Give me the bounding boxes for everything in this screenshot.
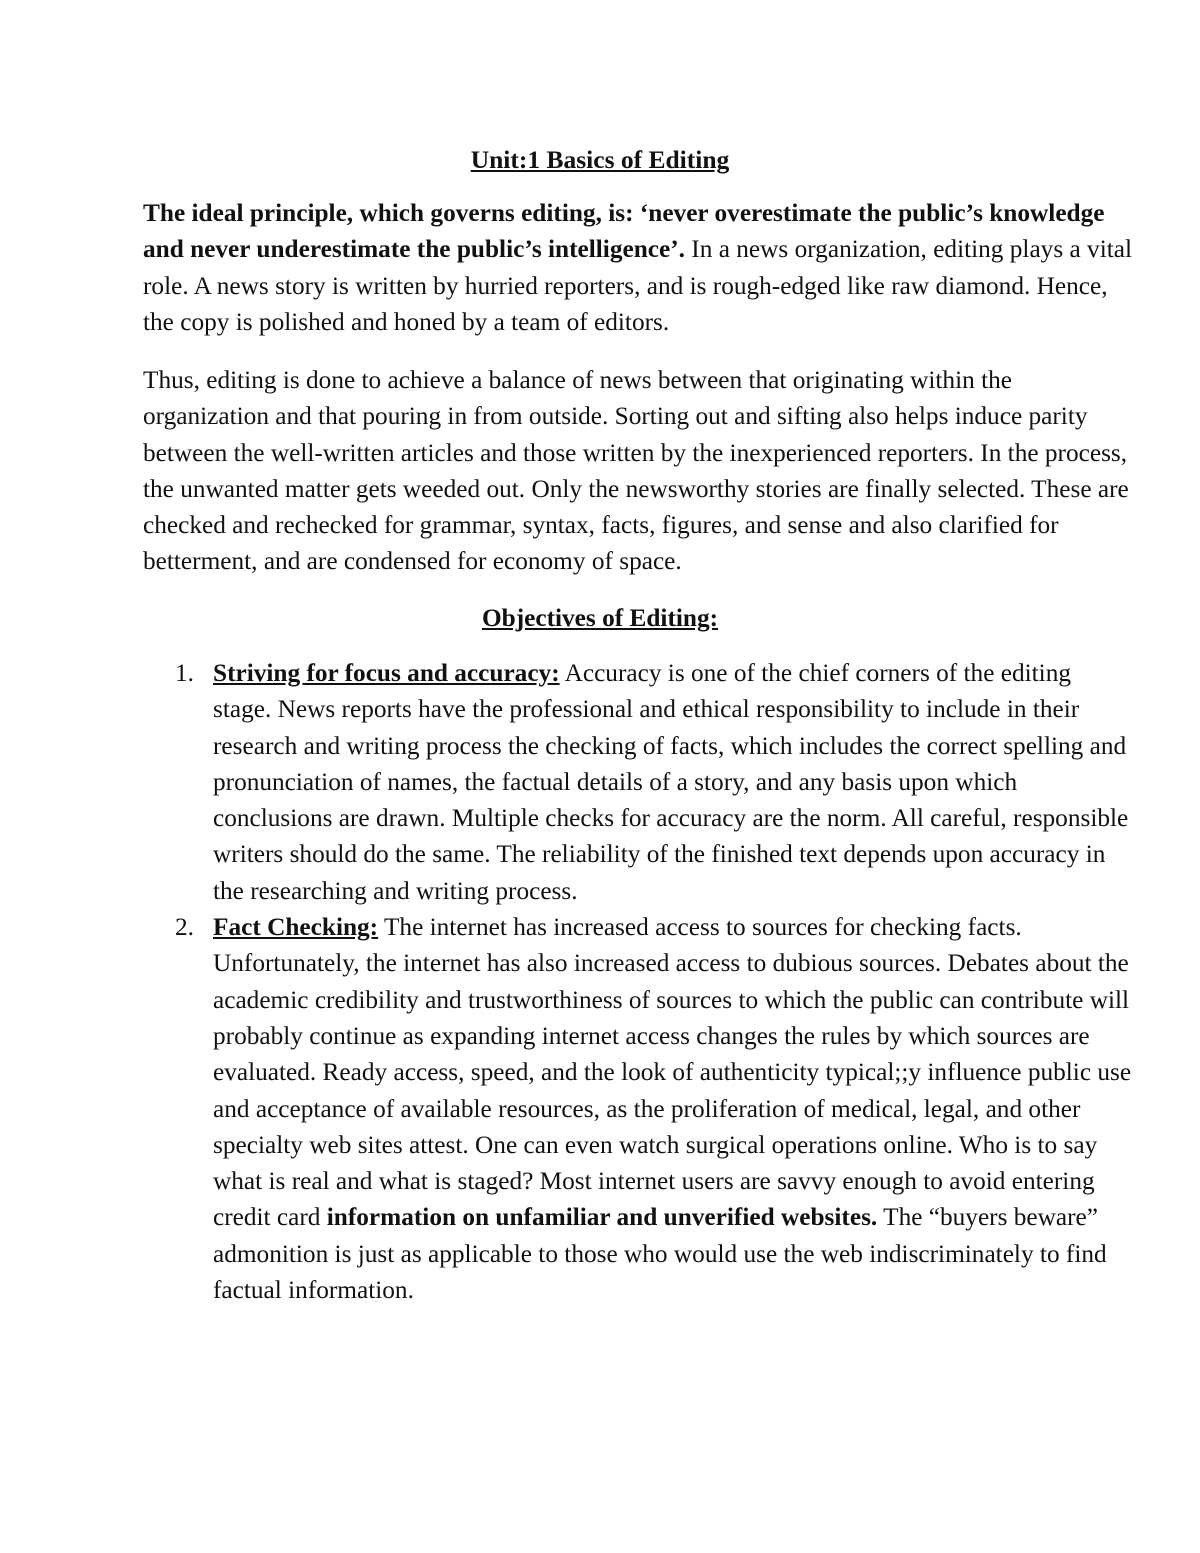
objective-term: Striving for focus and accuracy: [213, 659, 560, 687]
objective-bold-text: information on unfamiliar and unverified websites. [326, 1203, 878, 1232]
objectives-list [143, 655, 1133, 1308]
intro-body-text: In a news organization, editing plays a vital role. A news story is written by hurried reporters, and is rough-edged like raw diamond. Hence, the copy is polished and honed by a team of editors. [143, 235, 1133, 336]
objective-item-accuracy [143, 655, 1133, 909]
balance-paragraph: Thus, editing is done to achieve a balance of news between that originating within the organization and that pouring in from outside. Sorting out and sifting also helps induce parity between the well-written articles and those written by the inexperienced reporters. In the process, the unwanted matter gets weeded out. Only the newsworthy stories are finally selected. These are checked and rechecked for grammar, syntax, facts, figures, and sense and also clarified for betterment, and are condensed for economy of space. [143, 366, 1129, 576]
intro-principle-text: The ideal principle, which governs editing, is: ‘never overestimate the public’s knowledge and never underestimate the public’s intelligence’. [143, 199, 1105, 264]
objective-item-fact-checking [143, 909, 1133, 1308]
objective-text: Accuracy is one of the chief corners of the editing stage. News reports have the professional and ethical responsibility to include in their research and writing process the checking of facts, which includes the correct spelling and pronunciation of names, the factual details of a story, and any basis upon which conclusions are drawn. Multiple checks for accuracy are the norm. All careful, responsible writers should do the same. The reliability of the finished text depends upon accuracy in the researching and writing process. [213, 659, 1129, 905]
objective-text: The internet has increased access to sources for checking facts. Unfortunately, the internet has also increased access to dubious sources. Debates about the academic credibility and trustworthiness of sources to which the public can contribute will probably continue as expanding internet access changes the rules by which sources are evaluated. Ready access, speed, and the look of authenticity typical;;y influence public use and acceptance of available resources, as the proliferation of medical, legal, and other specialty web sites attest. One can even watch surgical operations online. Who is to say what is real and what is staged? Most internet users are savvy enough to avoid entering credit card [213, 913, 1132, 1232]
intro-paragraph [143, 195, 1133, 340]
objective-term: Fact Checking: [213, 913, 379, 942]
objectives-heading: Objectives of Editing: [481, 604, 719, 632]
list-number: 1. [175, 659, 194, 687]
list-number: 2. [175, 913, 194, 942]
objective-text-end: The “buyers beware” admonition is just as applicable to those who would use the web indiscriminately to find factual information. [213, 1203, 1107, 1305]
page-title: Unit:1 Basics of Editing [470, 145, 730, 174]
